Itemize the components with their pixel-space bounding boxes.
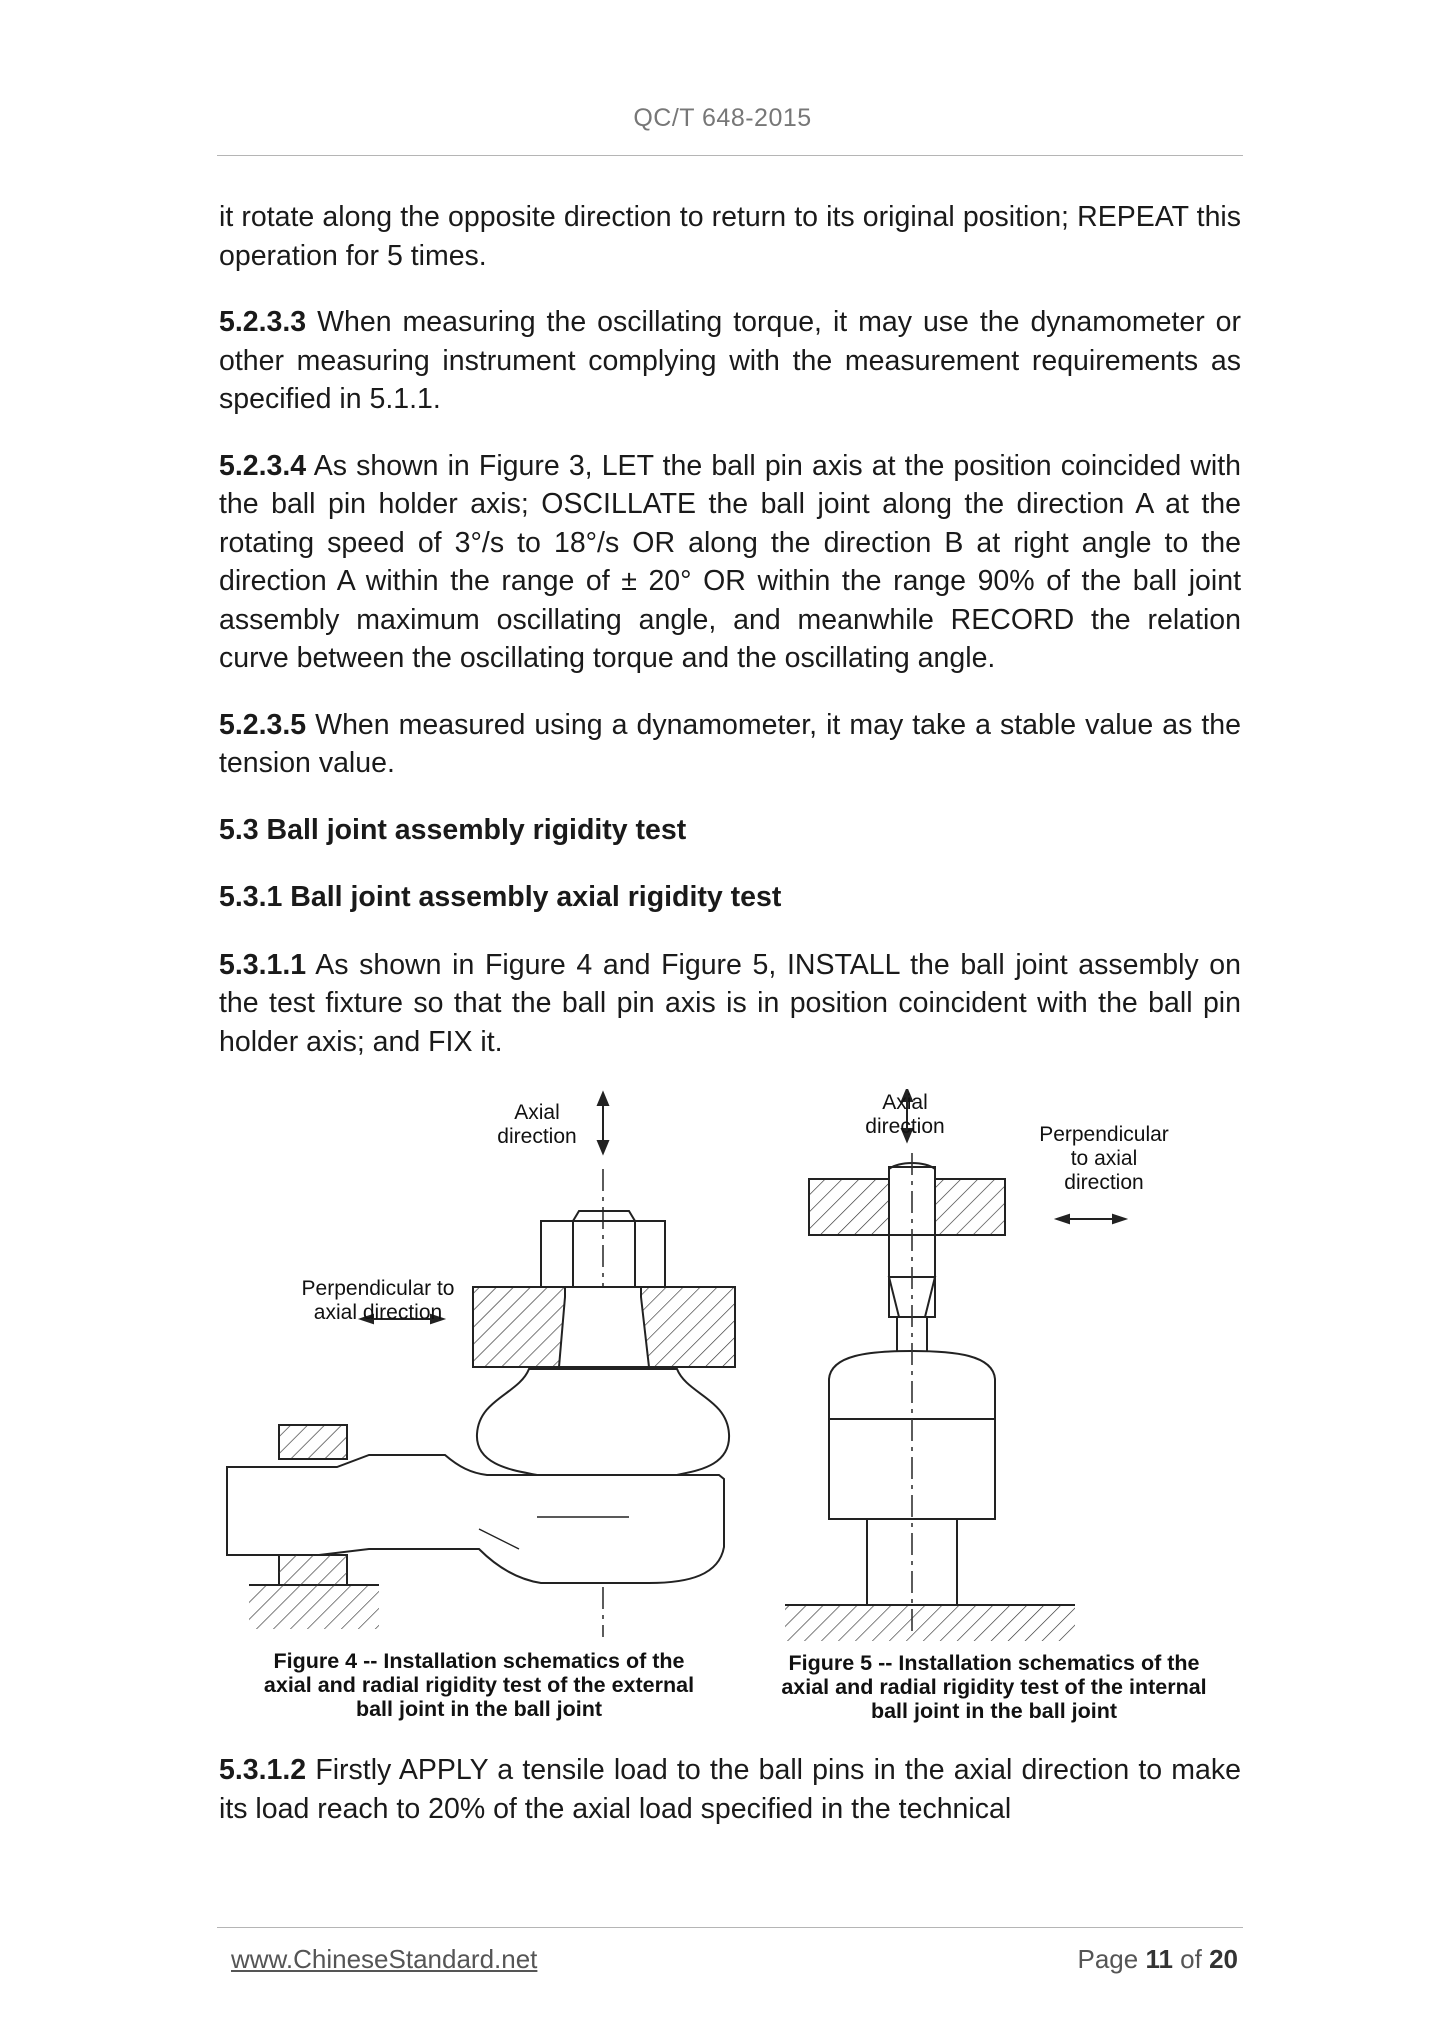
rubber-boot bbox=[477, 1369, 729, 1475]
clause-number: 5.2.3.3 bbox=[219, 306, 307, 338]
figure-4-drawing bbox=[219, 1089, 759, 1649]
clause-text: As shown in Figure 4 and Figure 5, INSTALL the ball joint assembly on the test fixture so that the ball pin axis is in position coincident with the ball pin holder axis; and FIX it. bbox=[219, 948, 1241, 1058]
perpendicular-label: Perpendicular to axial direction bbox=[1039, 1123, 1169, 1194]
section-heading-5-3-1: 5.3.1 Ball joint assembly axial rigidity test bbox=[219, 881, 782, 913]
page-body bbox=[219, 198, 1241, 1856]
standard-code-header: QC/T 648-2015 bbox=[633, 104, 812, 132]
page-indicator: Page 11 of 20 bbox=[1077, 1944, 1238, 1974]
figure-4 bbox=[219, 1089, 759, 1739]
clause-5-2-3-4 bbox=[219, 447, 1241, 678]
clause-number: 5.3.1.1 bbox=[219, 948, 307, 981]
figure-5 bbox=[779, 1089, 1241, 1739]
clause-5-2-3-3 bbox=[219, 303, 1241, 419]
clause-text: Firstly APPLY a tensile load to the ball pins in the axial direction to make its load reach to 20% of the axial load specified in the technical bbox=[219, 1754, 1241, 1825]
perpendicular-label: Perpendicular to axial direction bbox=[301, 1277, 455, 1324]
perpendicular-arrow-icon bbox=[1057, 1215, 1125, 1223]
clause-number: 5.2.3.4 bbox=[219, 449, 307, 482]
figure-5-caption: Figure 5 -- Installation schematics of the axial and radial rigidity test of the internal ball joint in the ball joint bbox=[781, 1651, 1207, 1723]
axial-arrow-icon bbox=[598, 1093, 608, 1153]
axial-direction-label: Axial direction bbox=[497, 1101, 577, 1148]
footer-divider bbox=[217, 1927, 1243, 1928]
clause-number: 5.2.3.5 bbox=[219, 708, 307, 741]
axial-direction-label: Axial direction bbox=[865, 1091, 945, 1138]
figure-4-caption: Figure 4 -- Installation schematics of the axial and radial rigidity test of the external ball joint in the ball joint bbox=[263, 1649, 695, 1721]
ground-support bbox=[785, 1605, 1075, 1641]
clause-text: As shown in Figure 3, LET the ball pin axis at the position coincided with the ball pin holder axis; OSCILLATE the ball joint along the direction A at the rotating speed of 3°/s to 18°/s OR along the direction B at right angle to the direction A within the range of ± 20° OR within the range 90% of the ball joint assembly maximum oscillating angle, and meanwhile RECORD the relation curve between the oscillating torque and the oscillating angle. bbox=[219, 449, 1241, 674]
figures-row bbox=[219, 1089, 1241, 1739]
website-link[interactable]: www.ChineseStandard.net bbox=[231, 1944, 538, 1974]
top-support-block bbox=[279, 1425, 347, 1459]
clause-number: 5.3.1.2 bbox=[219, 1754, 307, 1786]
clause-5-3-1-2 bbox=[219, 1751, 1241, 1828]
clause-5-2-3-5 bbox=[219, 706, 1241, 783]
clause-text: When measured using a dynamometer, it may take a stable value as the tension value. bbox=[219, 708, 1241, 779]
ground-support bbox=[249, 1555, 379, 1629]
paragraph-continuation: it rotate along the opposite direction to return to its original position; REPEAT this operation for 5 times. bbox=[219, 201, 1241, 272]
clause-5-3-1-1 bbox=[219, 946, 1241, 1062]
header-divider bbox=[217, 155, 1243, 156]
clause-text: When measuring the oscillating torque, it may use the dynamometer or other measuring instrument complying with the measurement requirements as specified in 5.1.1. bbox=[219, 306, 1241, 415]
section-heading-5-3: 5.3 Ball joint assembly rigidity test bbox=[219, 813, 687, 846]
